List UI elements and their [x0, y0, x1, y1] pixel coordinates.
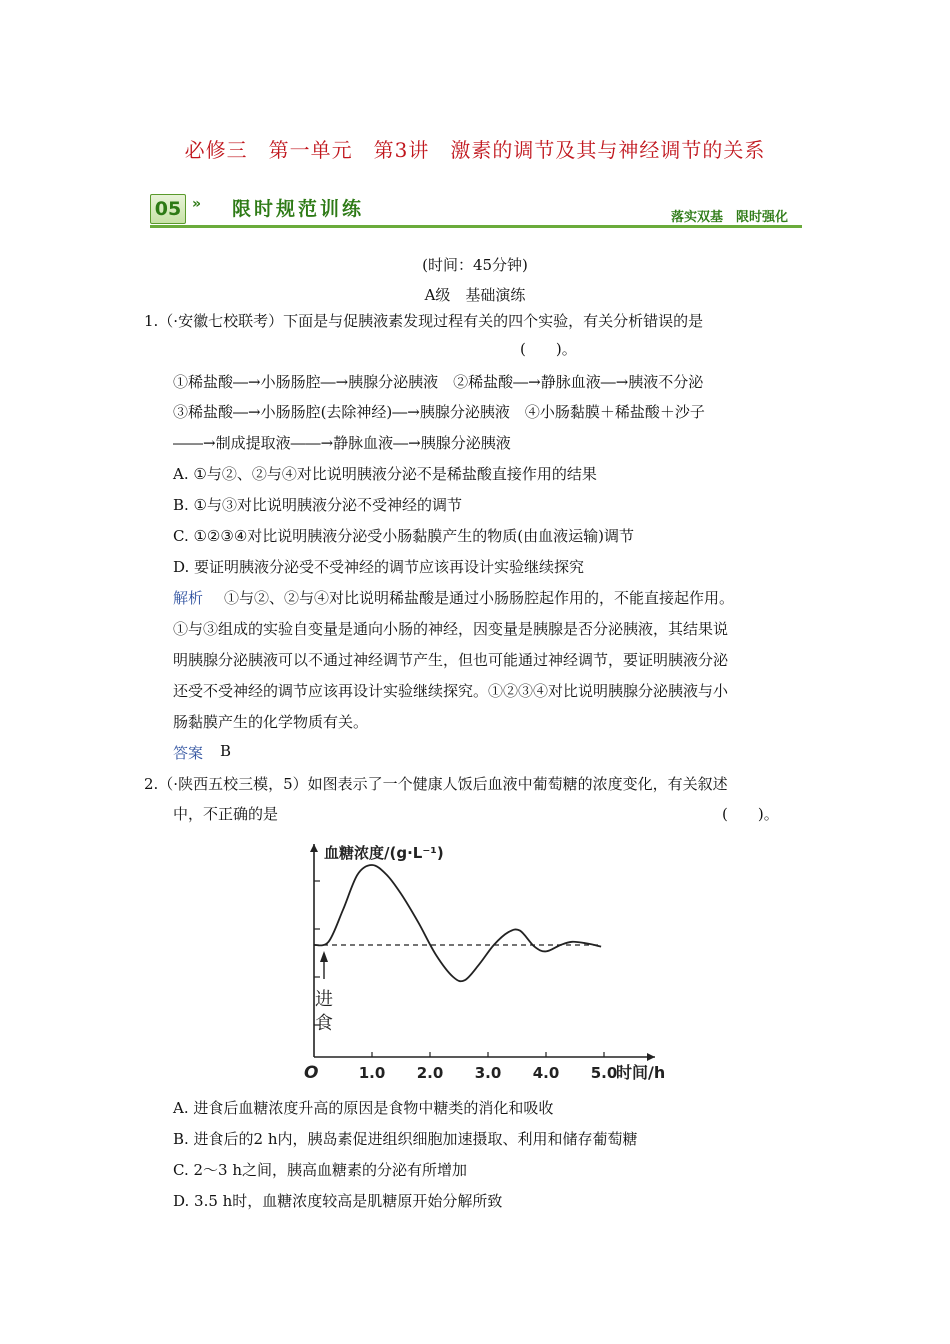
q2-answer-blank: ( )。 — [722, 805, 779, 823]
annotation-char: 进 — [315, 989, 333, 1010]
blood-glucose-chart — [290, 832, 690, 1092]
q1-stem: 1.（·安徽七校联考）下面是与促胰液素发现过程有关的四个实验，有关分析错误的是 — [144, 312, 704, 330]
up-arrow-icon — [320, 951, 328, 962]
analysis-text: ①与②、②与④对比说明稀盐酸是通过小肠肠腔起作用的，不能直接起作用。 — [224, 589, 735, 607]
q2-stem: 中，不正确的是 — [173, 805, 279, 823]
annotation-char: 食 — [315, 1013, 333, 1034]
q1-experiment-line: ③稀盐酸―→小肠肠腔(去除神经)―→胰腺分泌胰液 ④小肠黏膜＋稀盐酸＋沙子 — [173, 403, 705, 421]
y-axis-arrow-icon — [310, 844, 318, 852]
q2-option-d: D. 3.5 h时，血糖浓度较高是肌糖原开始分解所致 — [173, 1192, 503, 1210]
q1-option-c: C. ①②③④对比说明胰液分泌受小肠黏膜产生的物质(由血液运输)调节 — [173, 527, 634, 545]
analysis-text: 肠黏膜产生的化学物质有关。 — [173, 713, 369, 731]
origin-label: O — [304, 1063, 319, 1083]
y-axis-label: 血糖浓度/(g·L⁻¹) — [324, 844, 444, 862]
x-tick-label: 3.0 — [474, 1064, 502, 1082]
answer-label: 答案 — [173, 744, 204, 762]
x-axis-arrow-icon — [647, 1053, 655, 1061]
q2-option-b: B. 进食后的2 h内，胰岛素促进组织细胞加速摄取、利用和储存葡萄糖 — [173, 1130, 638, 1148]
glucose-curve — [314, 865, 601, 981]
answer-value: B — [220, 742, 232, 760]
section-banner — [150, 192, 802, 230]
analysis-text: 明胰腺分泌胰液可以不通过神经调节产生，但也可能通过神经调节，要证明胰液分泌 — [173, 651, 729, 669]
analysis-text: 还受不受神经的调节应该再设计实验继续探究。①②③④对比说明胰腺分泌胰液与小 — [173, 682, 729, 700]
x-tick-label: 5.0 — [590, 1064, 618, 1082]
section-slogan: 落实双基 限时强化 — [670, 210, 788, 225]
q1-experiment-line: ――→制成提取液――→静脉血液―→胰腺分泌胰液 — [173, 434, 511, 452]
q1-experiment-line: ①稀盐酸―→小肠肠腔―→胰腺分泌胰液 ②稀盐酸―→静脉血液―→胰液不分泌 — [173, 373, 704, 391]
banner-rule — [150, 225, 802, 228]
q2-option-a: A. 进食后血糖浓度升高的原因是食物中糖类的消化和吸收 — [173, 1099, 554, 1117]
x-tick-label: 2.0 — [416, 1064, 444, 1082]
double-arrow-icon: » — [192, 196, 202, 212]
section-number: 05 — [150, 194, 186, 224]
q2-stem: 2.（·陕西五校三模，5）如图表示了一个健康人饭后血液中葡萄糖的浓度变化，有关叙述 — [144, 775, 728, 793]
x-tick-label: 4.0 — [532, 1064, 560, 1082]
analysis-label: 解析 — [173, 589, 204, 607]
q1-option-b: B. ①与③对比说明胰液分泌不受神经的调节 — [173, 496, 463, 514]
analysis-text: ①与③组成的实验自变量是通向小肠的神经，因变量是胰腺是否分泌胰液，其结果说 — [173, 620, 729, 638]
q2-option-c: C. 2～3 h之间，胰高血糖素的分泌有所增加 — [173, 1161, 467, 1179]
q1-answer-blank: ( )。 — [520, 340, 577, 358]
q1-option-d: D. 要证明胰液分泌受不受神经的调节应该再设计实验继续探究 — [173, 558, 585, 576]
page-title: 必修三 第一单元 第3讲 激素的调节及其与神经调节的关系 — [184, 138, 766, 162]
section-title: 限时规范训练 — [232, 198, 365, 220]
q1-option-a: A. ①与②、②与④对比说明胰液分泌不是稀盐酸直接作用的结果 — [173, 465, 597, 483]
x-axis-label: 时间/h — [616, 1063, 666, 1082]
x-tick-label: 1.0 — [358, 1064, 386, 1082]
level-heading: A级 基础演练 — [424, 286, 526, 304]
time-limit: (时间：45分钟) — [422, 256, 528, 274]
